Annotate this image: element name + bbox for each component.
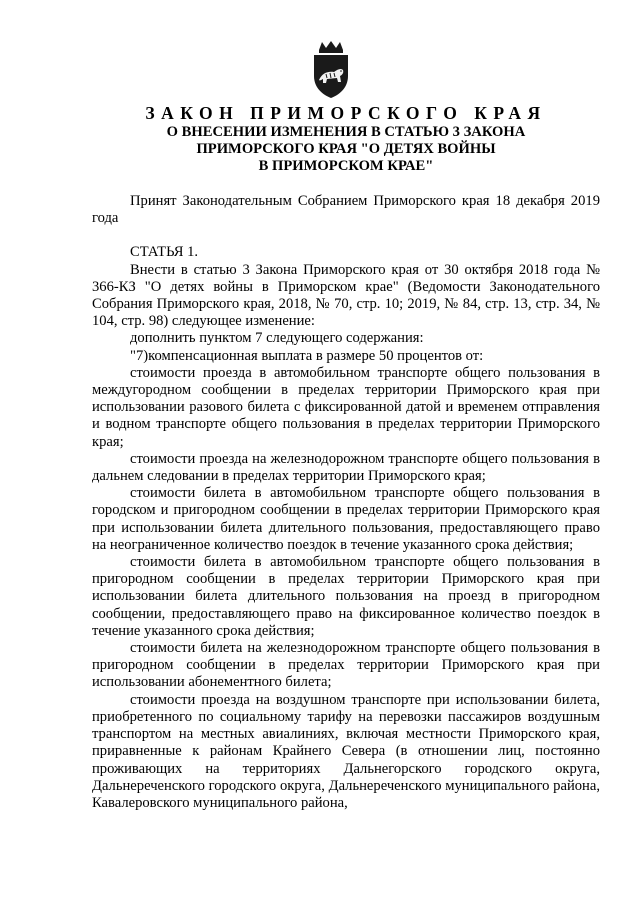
- law-subtitle-line-3: В ПРИМОРСКОМ КРАЕ": [258, 158, 434, 174]
- paragraph: стоимости билета в автомобильном транспорте общего пользования в пригородном сообщении в пределах территории Приморского края при использовании билета длительного пользования на проезд в пригородном сообщении, предоставляющего право на фиксированное количество поездок в течение указанного срока действия;: [92, 554, 600, 639]
- paragraph: Внести в статью 3 Закона Приморского края от 30 октября 2018 года № 366-КЗ "О детях войны в Приморском крае" (Ведомости Законодательного Собрания Приморского края, 2018, № 70, стр. 10; 2019, № 84, стр. 13, стр. 34, № 104, стр. 98) следующее изменение:: [92, 261, 600, 330]
- paragraph: стоимости проезда в автомобильном транспорте общего пользования в междугородном сообщении в пределах территории Приморского края при использовании разового билета с фиксированной датой и временем отправления и водном транспорте общего пользования в пределах территории Приморского края;: [92, 364, 600, 450]
- document-title: [92, 102, 600, 175]
- adoption-note: Принят Законодательным Собранием Приморского края 18 декабря 2019 года: [92, 193, 600, 227]
- paragraph: стоимости билета на железнодорожном транспорте общего пользования в пригородном сообщении в пределах территории Приморского края при использовании абонементного билета;: [92, 640, 600, 691]
- law-subtitle-line-2: ПРИМОРСКОГО КРАЯ "О ДЕТЯХ ВОЙНЫ: [196, 141, 496, 157]
- paragraph: стоимости билета в автомобильном транспорте общего пользования в городском и пригородном сообщении в пределах территории Приморского края при использовании билета длительного пользования, предоставляющего право на неограниченное количество поездок в течение указанного срока действия;: [92, 485, 600, 553]
- law-title: ЗАКОН ПРИМОРСКОГО КРАЯ: [145, 103, 547, 123]
- law-subtitle-line-1: О ВНЕСЕНИИ ИЗМЕНЕНИЯ В СТАТЬЮ 3 ЗАКОНА: [166, 124, 526, 140]
- paragraph: "7)компенсационная выплата в размере 50 процентов от:: [130, 347, 484, 364]
- coat-of-arms-icon: [305, 40, 357, 100]
- paragraph: стоимости проезда на воздушном транспорте при использовании билета, приобретенного по социальному тарифу на перевозки пассажиров воздушным транспортом на местных авиалиниях, включая местности Приморского края, приравненные к районам Крайнего Севера (в отношении лиц, постоянно проживающих на территориях Дальнегорского городского округа, Дальнереченского городского округа, Дальнереченского муниципального района, Кавалеровского муниципального района,: [92, 691, 600, 811]
- article-heading: СТАТЬЯ 1.: [130, 244, 199, 261]
- paragraph: стоимости проезда на железнодорожном транспорте общего пользования в дальнем следовании в пределах территории Приморского края;: [92, 450, 600, 485]
- document-body: [92, 193, 600, 812]
- paragraph: дополнить пунктом 7 следующего содержания:: [130, 330, 424, 347]
